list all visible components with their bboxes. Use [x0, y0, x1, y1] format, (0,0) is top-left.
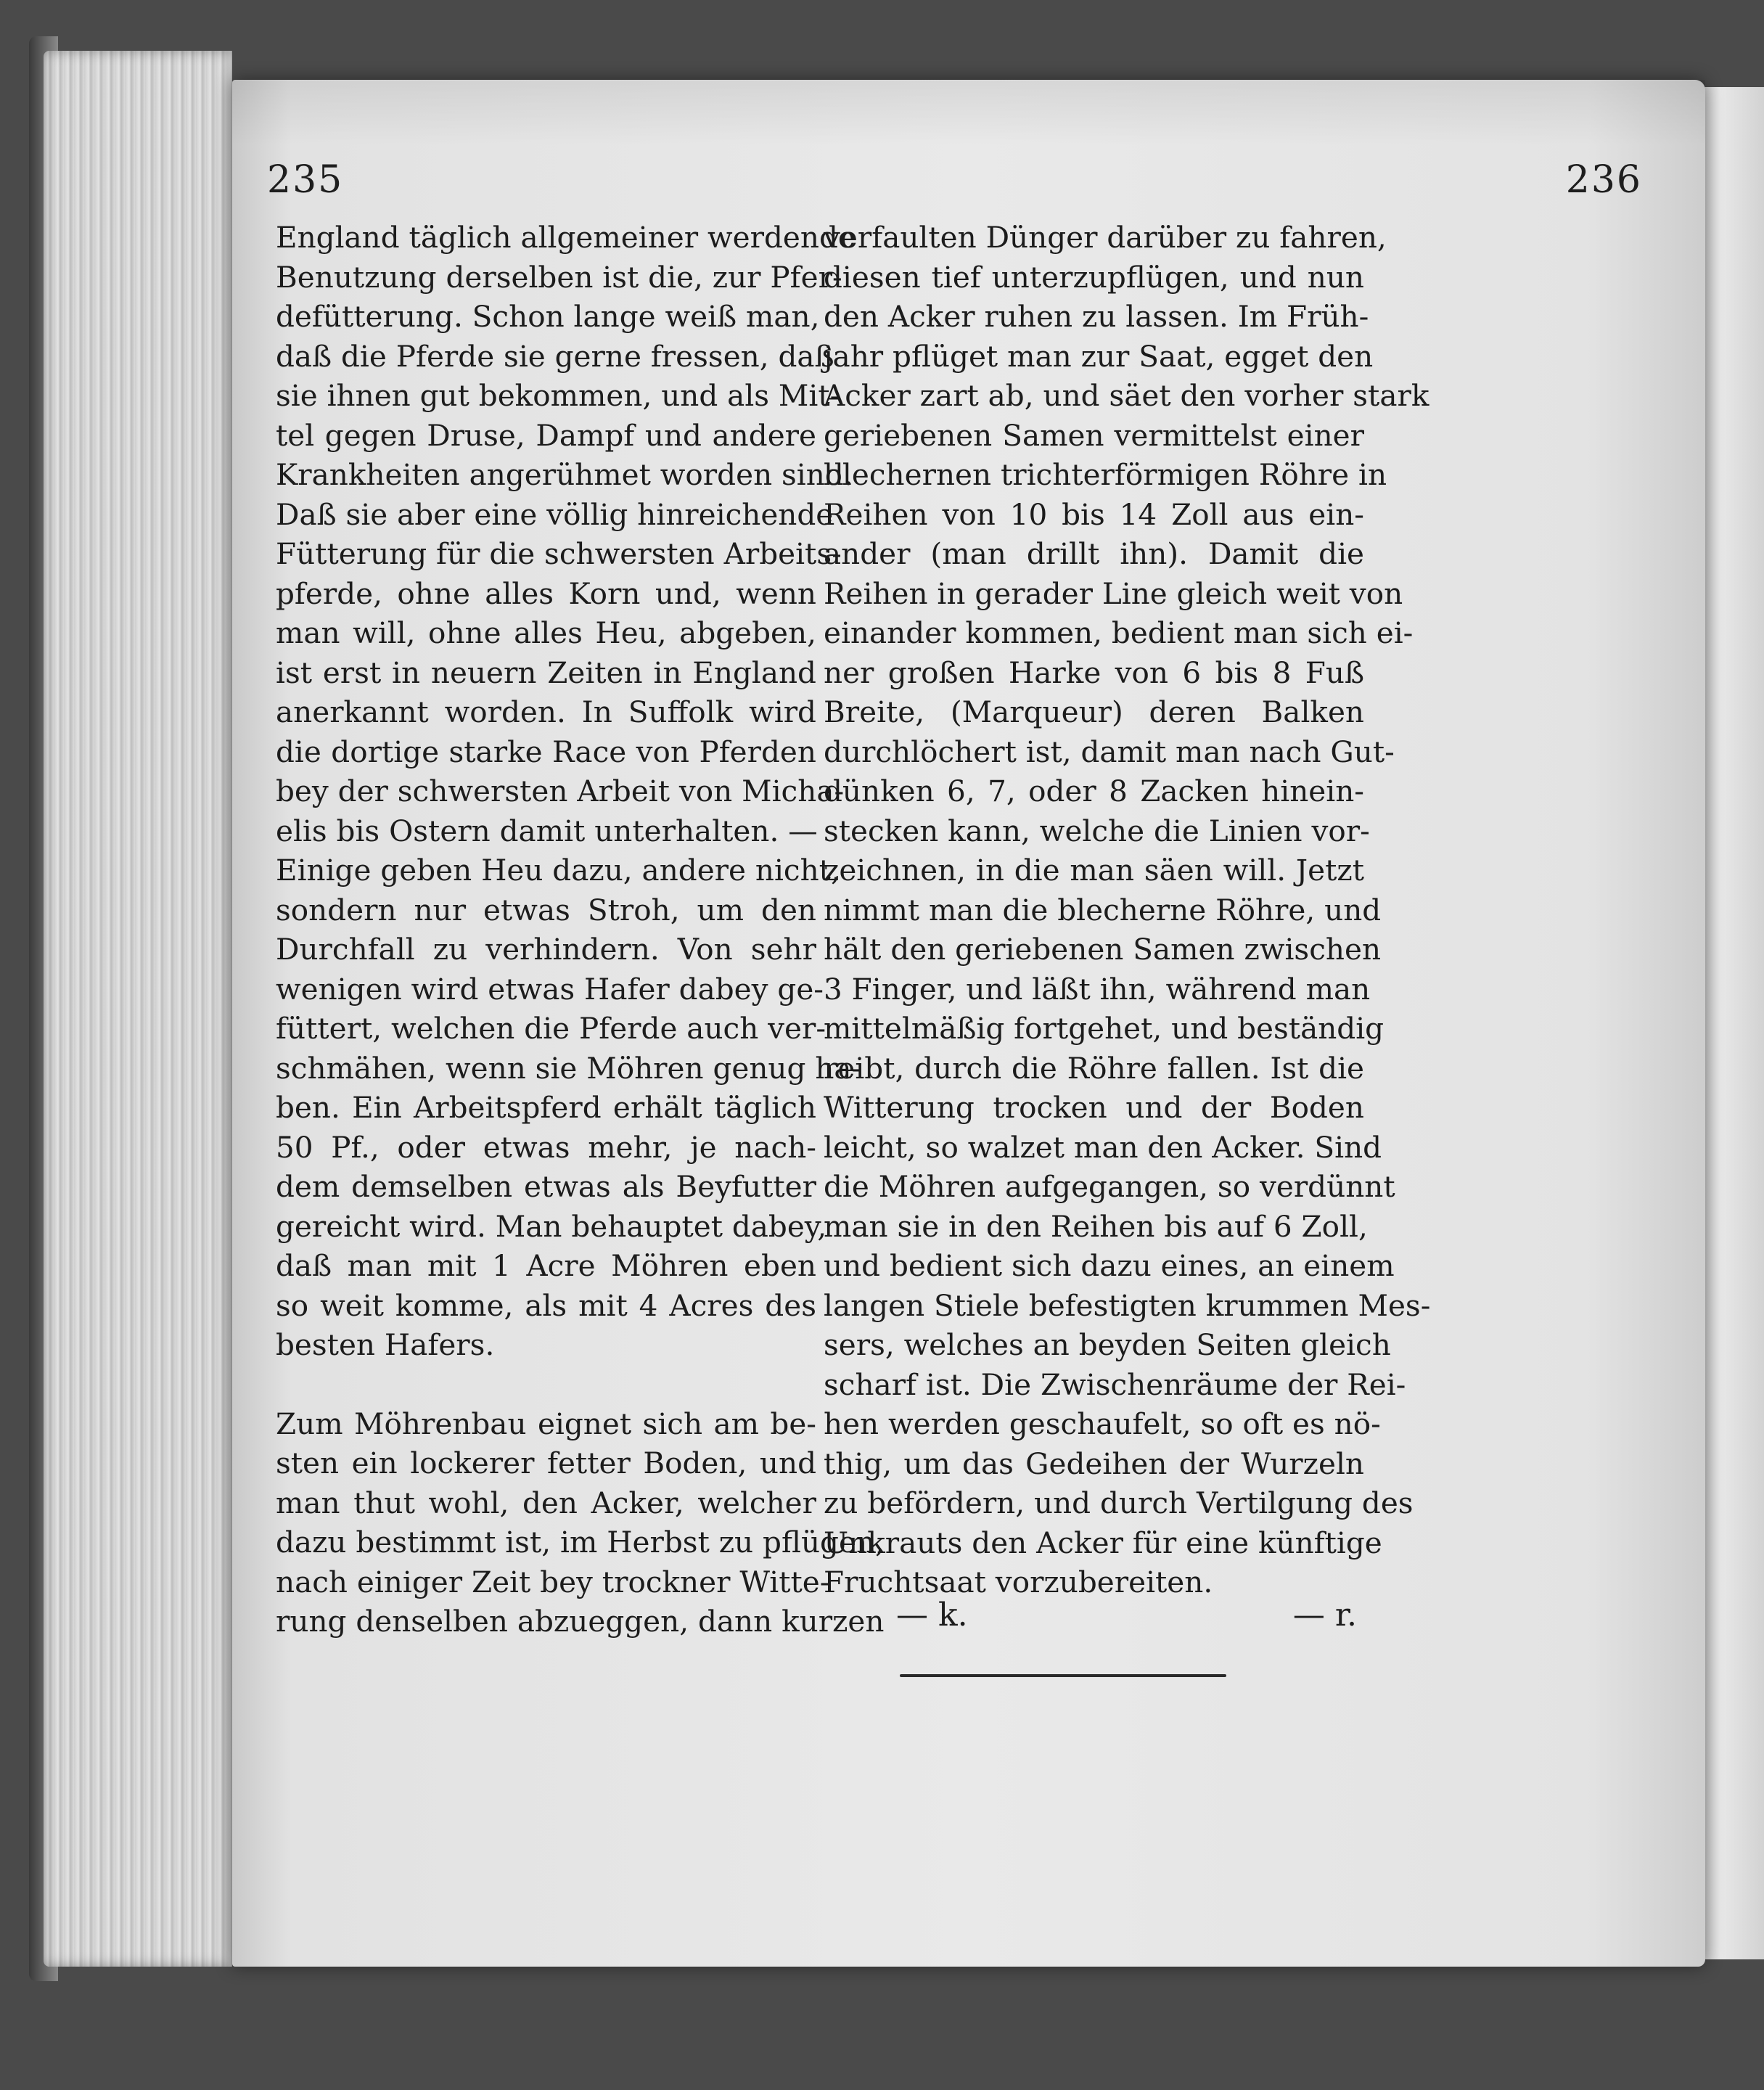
- text-line: sie ihnen gut bekommen, und als Mit-: [276, 378, 840, 413]
- section-rule: [900, 1674, 1226, 1677]
- text-line: den Acker ruhen zu lassen. Im Früh-: [824, 299, 1369, 334]
- text-line: die Möhren aufgegangen, so verdünnt: [824, 1169, 1395, 1204]
- text-line: diesen tief unterzupflügen, und nun: [824, 259, 1364, 295]
- text-line: hen werden geschaufelt, so oft es nö-: [824, 1406, 1381, 1441]
- text-line: defütterung. Schon lange weiß man,: [276, 299, 820, 334]
- text-line: leicht, so walzet man den Acker. Sind: [824, 1129, 1382, 1165]
- text-line: Breite, (Marqueur) deren Balken: [824, 694, 1364, 729]
- signatures: [824, 1597, 1364, 1640]
- text-line: reibt, durch die Röhre fallen. Ist die: [824, 1050, 1364, 1086]
- text-line: nimmt man die blecherne Röhre, und: [824, 892, 1382, 927]
- text-line: Durchfall zu verhindern. Von sehr: [276, 932, 816, 967]
- text-line: man thut wohl, den Acker, welcher: [276, 1485, 816, 1520]
- text-line: Benutzung derselben ist die, zur Pfer-: [276, 259, 842, 295]
- text-line: sondern nur etwas Stroh, um den: [276, 892, 816, 927]
- text-line: jahr pflüget man zur Saat, egget den: [824, 338, 1374, 374]
- text-line: gereicht wird. Man behauptet dabey,: [276, 1208, 827, 1244]
- text-line: tel gegen Druse, Dampf und andere: [276, 417, 816, 453]
- text-line: Witterung trocken und der Boden: [824, 1090, 1364, 1125]
- text-line: man sie in den Reihen bis auf 6 Zoll,: [824, 1208, 1368, 1244]
- text-line: Zum Möhrenbau eignet sich am be-: [276, 1406, 816, 1441]
- text-line: langen Stiele befestigten krummen Mes-: [824, 1287, 1431, 1323]
- text-line: sers, welches an beyden Seiten gleich: [824, 1327, 1391, 1362]
- column-right: [824, 218, 1431, 1602]
- text-line: scharf ist. Die Zwischenräume der Rei-: [824, 1366, 1406, 1402]
- paragraph-gap: [276, 1365, 816, 1404]
- book-page-edges: [44, 51, 232, 1967]
- text-line: dünken 6, 7, oder 8 Zacken hinein-: [824, 774, 1364, 808]
- text-line: ner großen Harke von 6 bis 8 Fuß: [824, 655, 1364, 690]
- text-line: stecken kann, welche die Linien vor-: [824, 813, 1370, 848]
- text-line: Einige geben Heu dazu, andere nicht,: [276, 853, 840, 888]
- text-line: dazu bestimmt ist, im Herbst zu pflügen,: [276, 1525, 885, 1560]
- text-line: daß die Pferde sie gerne fressen, daß: [276, 338, 834, 374]
- text-line: Acker zart ab, und säet den vorher stark: [824, 378, 1429, 413]
- text-line: Daß sie aber eine völlig hinreichende: [276, 496, 834, 532]
- text-line: dem demselben etwas als Beyfutter: [276, 1169, 816, 1204]
- text-line: Reihen von 10 bis 14 Zoll aus ein-: [824, 496, 1364, 532]
- text-line: und bedient sich dazu eines, an einem: [824, 1248, 1395, 1283]
- text-line: Unkrauts den Acker für eine künftige: [824, 1525, 1382, 1560]
- text-line: Fütterung für die schwersten Arbeits-: [276, 536, 842, 571]
- text-line: einander kommen, bedient man sich ei-: [824, 615, 1414, 650]
- text-line: besten Hafers.: [276, 1327, 495, 1362]
- column-left: [276, 218, 885, 1642]
- text-line: England täglich allgemeiner werdende: [276, 220, 856, 255]
- text-line: die dortige starke Race von Pferden: [276, 734, 816, 769]
- text-line: thig, um das Gedeihen der Wurzeln: [824, 1446, 1364, 1481]
- text-line: rung denselben abzueggen, dann kurzen: [276, 1604, 885, 1639]
- text-line: sten ein lockerer fetter Boden, und: [276, 1446, 816, 1480]
- text-line: nach einiger Zeit bey trockner Witte-: [276, 1564, 830, 1599]
- text-line: zeichnen, in die man säen will. Jetzt: [824, 853, 1364, 888]
- text-line: man will, ohne alles Heu, abgeben,: [276, 615, 816, 650]
- text-line: ist erst in neuern Zeiten in England: [276, 655, 816, 690]
- text-line: pferde, ohne alles Korn und, wenn: [276, 575, 816, 611]
- text-line: blechernen trichterförmigen Röhre in: [824, 457, 1387, 492]
- text-line: so weit komme, als mit 4 Acres des: [276, 1287, 816, 1323]
- text-line: füttert, welchen die Pferde auch ver-: [276, 1011, 826, 1046]
- text-line: elis bis Ostern damit unterhalten. —: [276, 813, 818, 848]
- page-number-left: 235: [267, 158, 344, 202]
- text-line: ben. Ein Arbeitspferd erhält täglich: [276, 1090, 816, 1125]
- text-line: mittelmäßig fortgehet, und beständig: [824, 1011, 1384, 1046]
- text-line: verfaulten Dünger darüber zu fahren,: [824, 220, 1387, 255]
- signature-k: — k.: [896, 1597, 968, 1634]
- text-line: anerkannt worden. In Suffolk wird: [276, 694, 816, 729]
- text-line: geriebenen Samen vermittelst einer: [824, 417, 1364, 453]
- text-line: wenigen wird etwas Hafer dabey ge-: [276, 971, 824, 1007]
- page-shade: [232, 80, 1705, 145]
- text-line: ander (man drillt ihn). Damit die: [824, 536, 1364, 571]
- text-line: hält den geriebenen Samen zwischen: [824, 932, 1382, 967]
- text-line: Reihen in gerader Line gleich weit von: [824, 575, 1403, 611]
- text-line: daß man mit 1 Acre Möhren eben: [276, 1248, 816, 1283]
- text-line: Krankheiten angerühmet worden sind.: [276, 457, 853, 492]
- text-line: durchlöchert ist, damit man nach Gut-: [824, 734, 1395, 769]
- text-line: Fruchtsaat vorzubereiten.: [824, 1565, 1213, 1599]
- text-line: bey der schwersten Arbeit von Micha-: [276, 774, 845, 808]
- text-line: zu befördern, und durch Vertilgung des: [824, 1485, 1414, 1520]
- page-number-right: 236: [1565, 158, 1642, 202]
- signature-r: — r.: [1292, 1597, 1357, 1634]
- text-line: schmähen, wenn sie Möhren genug ha-: [276, 1050, 862, 1086]
- text-line: 50 Pf., oder etwas mehr, je nach-: [276, 1129, 816, 1165]
- text-line: 3 Finger, und läßt ihn, während man: [824, 971, 1371, 1007]
